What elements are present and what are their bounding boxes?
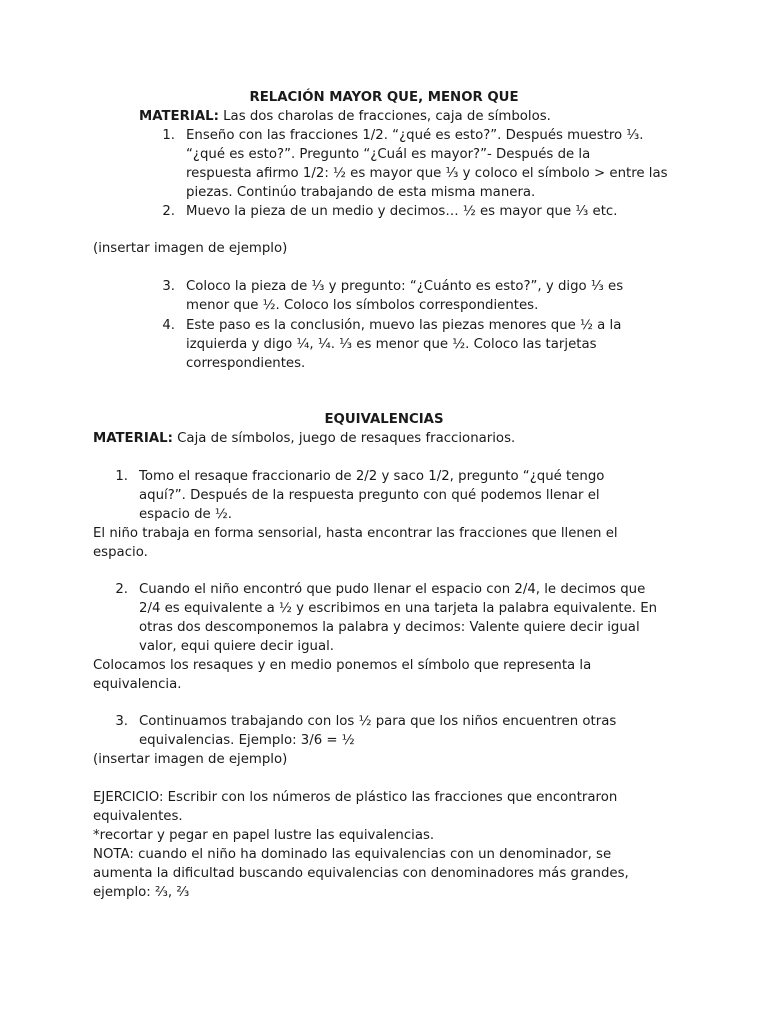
insert-image-note: (insertar imagen de ejemplo) [93,241,288,256]
material-line-1 [139,107,551,126]
list-item-text: menor que ½. Coloco los símbolos correspondientes. [186,298,539,313]
list-item-text: correspondientes. [186,356,306,371]
material-text: Las dos charolas de fracciones, caja de símbolos. [218,109,551,124]
list-item-text: Cuando el niño encontró que pudo llenar el espacio con 2/4, le decimos que [139,582,646,597]
list-item-text: “¿qué es esto?”. Pregunto “¿Cuál es mayor?”- Después de la [186,147,591,162]
paragraph-line: Colocamos los resaques y en medio ponemos el símbolo que representa la [93,658,592,673]
list-number: 3. [115,714,128,729]
list-item-text: Enseño con las fracciones 1/2. “¿qué es esto?”. Después muestro ⅓. [186,128,644,143]
insert-image-note: (insertar imagen de ejemplo) [93,752,288,767]
list-item-text: Tomo el resaque fraccionario de 2/2 y saco 1/2, pregunto “¿qué tengo [139,469,605,484]
material-label: MATERIAL: [139,109,219,124]
paragraph-line: espacio. [93,545,148,560]
note-line: ejemplo: ⅔, ⅔ [93,885,190,900]
list-item-text: respuesta afirmo 1/2: ½ es mayor que ⅓ y coloco el símbolo > entre las [186,166,668,181]
list-item-text: 2/4 es equivalente a ½ y escribimos en una tarjeta la palabra equivalente. En [139,601,658,616]
list-number: 4. [162,318,175,333]
list-item-text: piezas. Continúo trabajando de esta misma manera. [186,185,536,200]
list-item-text: espacio de ½. [139,507,233,522]
section-title-relacion: RELACIÓN MAYOR QUE, MENOR QUE [249,90,519,105]
list-item-text: izquierda y digo ¼, ¼. ⅓ es menor que ½. Coloco las tarjetas [186,337,597,352]
list-number: 1. [162,128,175,143]
exercise-line: *recortar y pegar en papel lustre las equivalencias. [93,828,435,843]
list-item-text: Continuamos trabajando con los ½ para que los niños encuentren otras [139,714,617,729]
list-item-text: otras dos descomponemos la palabra y decimos: Valente quiere decir igual [139,620,640,635]
list-number: 2. [115,582,128,597]
exercise-line: equivalentes. [93,809,183,824]
material-label: MATERIAL: [93,431,173,446]
list-item-text: Coloco la pieza de ⅓ y pregunto: “¿Cuánto es esto?”, y digo ⅓ es [186,279,624,294]
paragraph-line: equivalencia. [93,677,182,692]
note-line: NOTA: cuando el niño ha dominado las equivalencias con un denominador, se [93,847,612,862]
note-line: aumenta la dificultad buscando equivalencias con denominadores más grandes, [93,866,629,881]
material-text: Caja de símbolos, juego de resaques fraccionarios. [172,431,516,446]
list-item-text: equivalencias. Ejemplo: 3/6 = ½ [139,733,355,748]
paragraph-line: El niño trabaja en forma sensorial, hasta encontrar las fracciones que llenen el [93,526,618,541]
list-item-text: Este paso es la conclusión, muevo las piezas menores que ½ a la [186,318,622,333]
material-line-2 [93,429,515,448]
list-item-text: Muevo la pieza de un medio y decimos… ½ es mayor que ⅓ etc. [186,204,618,219]
list-item-text: aquí?”. Después de la respuesta pregunto con qué podemos llenar el [139,488,600,503]
list-number: 1. [115,469,128,484]
list-item-text: valor, equi quiere decir igual. [139,639,335,654]
list-number: 3. [162,279,175,294]
section-title-equivalencias: EQUIVALENCIAS [324,412,444,427]
exercise-line: EJERCICIO: Escribir con los números de plástico las fracciones que encontraron [93,790,618,805]
list-number: 2. [162,204,175,219]
